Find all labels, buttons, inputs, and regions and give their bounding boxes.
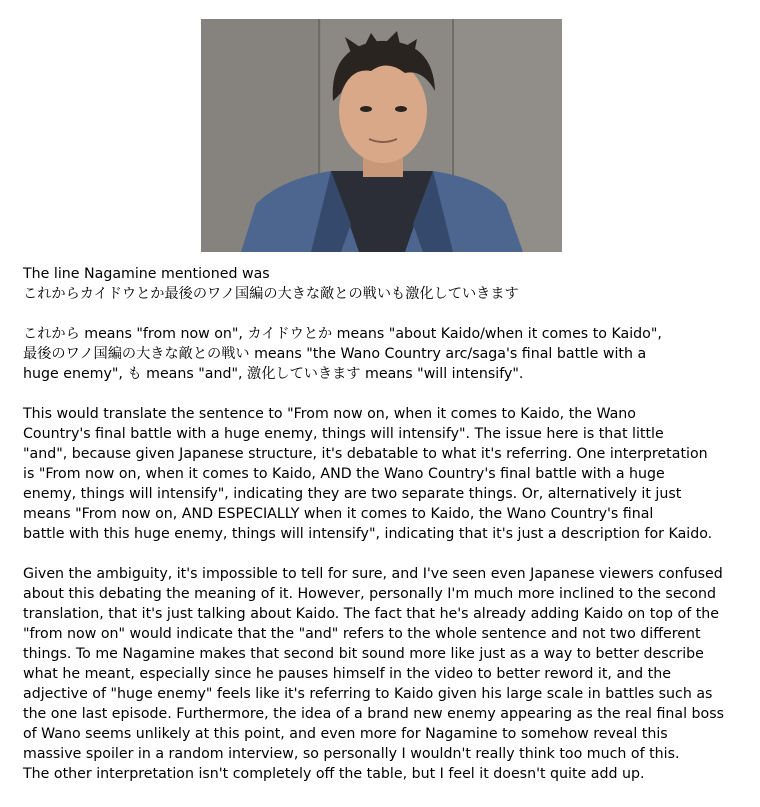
- intro-line: The line Nagamine mentioned was: [23, 266, 270, 282]
- translation-line: Country's final battle with a huge enemy, things will intensify". The issue here is that little: [23, 426, 664, 442]
- portrait-photo: [201, 19, 562, 252]
- conclusion-line: "from now on" would indicate that the "and" refers to the whole sentence and not two different: [23, 626, 701, 642]
- conclusion-line: massive spoiler in a random interview, so personally I wouldn't really think too much of this.: [23, 746, 680, 762]
- breakdown-line: 最後のワノ国編の大きな敵との戦い means "the Wano Country arc/saga's final battle with a: [23, 346, 647, 362]
- breakdown-line: これから means "from now on", カイドウとか means "about Kaido/when it comes to Kaido",: [23, 326, 662, 342]
- conclusion-line: what he meant, especially since he pauses himself in the video to better reword it, and the: [23, 666, 671, 682]
- translation-line: battle with this huge enemy, things will intensify", indicating that it's just a description for Kaido.: [23, 526, 713, 542]
- conclusion-line: translation, that it's just talking about Kaido. The fact that he's already adding Kaido on top of the: [23, 606, 720, 622]
- conclusion-line: Given the ambiguity, it's impossible to tell for sure, and I've seen even Japanese viewers confused: [23, 566, 723, 582]
- conclusion-paragraph: [23, 564, 743, 784]
- article-text: [23, 264, 743, 784]
- breakdown-line: huge enemy", も means "and", 激化していきます means "will intensify".: [23, 366, 524, 382]
- intro-paragraph: [23, 264, 743, 304]
- conclusion-line: the one last episode. Furthermore, the idea of a brand new enemy appearing as the real final boss: [23, 706, 724, 722]
- breakdown-paragraph: [23, 324, 743, 384]
- translation-line: is "From now on, when it comes to Kaido, AND the Wano Country's final battle with a huge: [23, 466, 665, 482]
- japanese-quote: これからカイドウとか最後のワノ国編の大きな敵との戦いも激化していきます: [23, 286, 519, 302]
- conclusion-line: The other interpretation isn't completely off the table, but I feel it doesn't quite add up.: [23, 766, 645, 782]
- translation-line: means "From now on, AND ESPECIALLY when it comes to Kaido, the Wano Country's final: [23, 506, 654, 522]
- conclusion-line: things. To me Nagamine makes that second bit sound more like just as a way to better describe: [23, 646, 704, 662]
- translation-paragraph: [23, 404, 743, 544]
- portrait-illustration: [201, 19, 562, 252]
- conclusion-line: adjective of "huge enemy" feels like it's referring to Kaido given his large scale in battles such as: [23, 686, 713, 702]
- conclusion-line: about this debating the meaning of it. However, personally I'm much more inclined to the second: [23, 586, 717, 602]
- translation-line: "and", because given Japanese structure, it's debatable to what it's referring. One interpretation: [23, 446, 708, 462]
- conclusion-line: of Wano seems unlikely at this point, and even more for Nagamine to somehow reveal this: [23, 726, 668, 742]
- translation-line: This would translate the sentence to "From now on, when it comes to Kaido, the Wano: [23, 406, 636, 422]
- translation-line: enemy, things will intensify", indicating they are two separate things. Or, alternatively it just: [23, 486, 682, 502]
